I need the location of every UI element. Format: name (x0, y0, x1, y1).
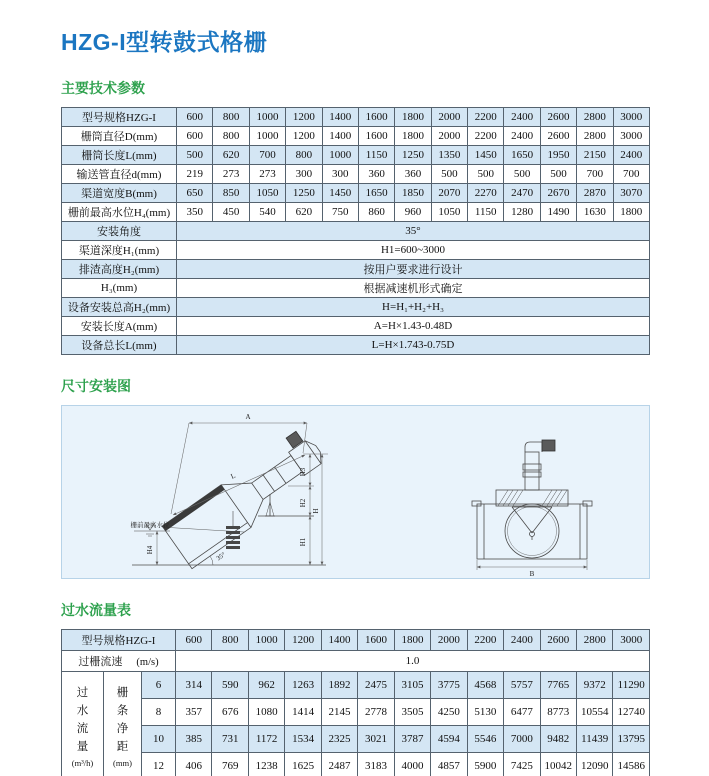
params-span-row (62, 222, 650, 241)
params-model-cell: 600 (177, 108, 213, 127)
flow-value-cell: 12740 (613, 699, 650, 726)
params-header-label: 型号规格HZG-I (62, 108, 177, 127)
params-value-cell: 1490 (540, 203, 576, 222)
flow-value-cell: 2475 (358, 672, 394, 699)
params-table (61, 107, 650, 355)
params-value-cell: 960 (395, 203, 431, 222)
params-value-cell: 1150 (358, 146, 394, 165)
params-row-label: 栅筒直径D(mm) (62, 127, 177, 146)
flow-value-cell: 4250 (431, 699, 467, 726)
flow-value-cell: 4857 (431, 753, 467, 776)
flow-model-cell: 600 (176, 630, 212, 651)
flow-model-cell: 3000 (613, 630, 650, 651)
params-value-cell: 1050 (431, 203, 467, 222)
params-value-cell: 500 (540, 165, 576, 184)
params-span-row (62, 279, 650, 298)
flow-value-cell: 2325 (321, 726, 357, 753)
flow-value-cell: 1172 (248, 726, 284, 753)
params-value-cell: 1600 (358, 127, 394, 146)
flow-model-cell: 2200 (467, 630, 503, 651)
params-value-cell: 1200 (286, 127, 322, 146)
dim-label-L: L (229, 471, 237, 481)
flow-value-cell: 2778 (358, 699, 394, 726)
params-value-cell: 1400 (322, 127, 358, 146)
params-value-cell: 540 (249, 203, 285, 222)
flow-value-cell: 3021 (358, 726, 394, 753)
params-value-cell: 620 (213, 146, 249, 165)
flow-row (62, 672, 650, 699)
flow-value-cell: 14586 (613, 753, 650, 776)
flow-value-cell: 962 (248, 672, 284, 699)
bar-gap-unit: (mm) (113, 757, 132, 768)
flow-value-cell: 13795 (613, 726, 650, 753)
params-span-value: 35° (177, 222, 650, 241)
flow-value-cell: 7000 (504, 726, 540, 753)
params-value-cell: 2600 (540, 127, 576, 146)
water-level-label: 栅前最高水位 (130, 522, 170, 529)
params-row-label: 安装长度A(mm) (62, 317, 177, 336)
params-value-cell: 1000 (249, 127, 285, 146)
gap-value-cell: 12 (142, 753, 176, 776)
gap-value-cell: 6 (142, 672, 176, 699)
params-value-cell: 860 (358, 203, 394, 222)
params-value-cell: 360 (395, 165, 431, 184)
flow-model-cell: 1800 (394, 630, 430, 651)
flow-value-cell: 3505 (394, 699, 430, 726)
section-title-diagram: 尺寸安装图 (61, 378, 131, 394)
params-row-label: 渠道深度H₁(mm) (62, 241, 177, 260)
dim-label-H3: H3 (299, 467, 307, 477)
params-value-cell: 2470 (504, 184, 540, 203)
params-model-cell: 2600 (540, 108, 576, 127)
flow-value-cell: 10042 (540, 753, 576, 776)
params-value-cell: 1950 (540, 146, 576, 165)
flow-row (62, 753, 650, 776)
params-value-cell: 360 (358, 165, 394, 184)
params-value-cell: 600 (177, 127, 213, 146)
params-value-cell: 1450 (322, 184, 358, 203)
params-value-cell: 700 (577, 165, 613, 184)
flow-value-cell: 7765 (540, 672, 576, 699)
params-value-cell: 450 (213, 203, 249, 222)
params-value-cell: 1800 (395, 127, 431, 146)
params-span-value: 按用户要求进行设计 (177, 260, 650, 279)
params-span-row (62, 298, 650, 317)
params-value-cell: 1280 (504, 203, 540, 222)
params-value-cell: 1150 (468, 203, 504, 222)
params-row (62, 184, 650, 203)
front-view-drawing (472, 440, 592, 559)
params-value-cell: 3070 (613, 184, 650, 203)
params-value-cell: 2400 (613, 146, 650, 165)
params-value-cell: 300 (286, 165, 322, 184)
flow-value-cell: 8773 (540, 699, 576, 726)
params-span-row (62, 241, 650, 260)
params-value-cell: 273 (213, 165, 249, 184)
params-value-cell: 1250 (286, 184, 322, 203)
params-value-cell: 219 (177, 165, 213, 184)
section-title-flow: 过水流量表 (61, 602, 131, 618)
params-model-cell: 1000 (249, 108, 285, 127)
params-span-value: H=H₁+H₂+H₃ (177, 298, 650, 317)
bar-gap-label: 栅条净距 (116, 687, 129, 753)
params-value-cell: 800 (213, 127, 249, 146)
params-model-cell: 1600 (358, 108, 394, 127)
params-row-label: 排渣高度H₂(mm) (62, 260, 177, 279)
params-model-cell: 2000 (431, 108, 467, 127)
params-value-cell: 2270 (468, 184, 504, 203)
dim-label-A: A (245, 413, 251, 421)
params-value-cell: 1250 (395, 146, 431, 165)
params-row-label: 栅筒长度L(mm) (62, 146, 177, 165)
flow-value-cell: 4568 (467, 672, 503, 699)
flow-row (62, 726, 650, 753)
params-value-cell: 1850 (395, 184, 431, 203)
flow-value-cell: 3787 (394, 726, 430, 753)
flow-value-cell: 5757 (504, 672, 540, 699)
flow-value-cell: 9482 (540, 726, 576, 753)
params-value-cell: 2150 (577, 146, 613, 165)
params-row (62, 203, 650, 222)
params-row-label: 设备总长L(mm) (62, 336, 177, 355)
flow-value-cell: 9372 (577, 672, 613, 699)
params-model-cell: 2400 (504, 108, 540, 127)
params-value-cell: 2800 (577, 127, 613, 146)
params-value-cell: 1000 (322, 146, 358, 165)
params-value-cell: 2070 (431, 184, 467, 203)
flow-value-cell: 11439 (577, 726, 613, 753)
params-value-cell: 350 (177, 203, 213, 222)
flow-value-cell: 1238 (248, 753, 284, 776)
flow-value-cell: 406 (176, 753, 212, 776)
side-view-drawing (132, 427, 333, 569)
flow-value-cell: 5130 (467, 699, 503, 726)
params-row (62, 146, 650, 165)
params-model-cell: 1200 (286, 108, 322, 127)
params-span-value: A=H×1.43-0.48D (177, 317, 650, 336)
flow-model-cell: 2800 (577, 630, 613, 651)
params-row-label: 栅前最高水位H₄(mm) (62, 203, 177, 222)
flow-value-cell: 10554 (577, 699, 613, 726)
section-title-params: 主要技术参数 (61, 80, 145, 96)
flow-quantity-label: 过水流量 (76, 687, 89, 753)
params-value-cell: 1350 (431, 146, 467, 165)
params-value-cell: 500 (504, 165, 540, 184)
flow-header-row (62, 630, 650, 651)
params-row-label: 安装角度 (62, 222, 177, 241)
params-model-cell: 1800 (395, 108, 431, 127)
flow-value-cell: 385 (176, 726, 212, 753)
dim-label-H1: H1 (299, 537, 307, 547)
flow-model-cell: 1600 (358, 630, 394, 651)
params-span-row (62, 336, 650, 355)
flow-value-cell: 1414 (285, 699, 321, 726)
params-value-cell: 1650 (358, 184, 394, 203)
flow-quantity-label-cell (62, 672, 104, 776)
flow-value-cell: 2487 (321, 753, 357, 776)
params-value-cell: 800 (286, 146, 322, 165)
flow-value-cell: 6477 (504, 699, 540, 726)
params-value-cell: 273 (249, 165, 285, 184)
params-span-value: H1=600~3000 (177, 241, 650, 260)
params-header-row (62, 108, 650, 127)
params-span-value: L=H×1.743-0.75D (177, 336, 650, 355)
dimension-labels (131, 413, 535, 578)
installation-diagram-panel (61, 405, 650, 579)
params-row-label: 渠道宽度B(mm) (62, 184, 177, 203)
flow-value-cell: 2145 (321, 699, 357, 726)
params-value-cell: 700 (613, 165, 650, 184)
flow-model-cell: 2000 (431, 630, 467, 651)
flow-value-cell: 1080 (248, 699, 284, 726)
flow-value-cell: 1263 (285, 672, 321, 699)
params-span-row (62, 317, 650, 336)
velocity-label: 过栅流速 (78, 656, 123, 668)
flow-velocity-label-cell (62, 651, 176, 672)
flow-value-cell: 12090 (577, 753, 613, 776)
flow-model-cell: 1400 (321, 630, 357, 651)
params-value-cell: 500 (177, 146, 213, 165)
dim-label-B: B (529, 570, 535, 578)
flow-model-cell: 2400 (504, 630, 540, 651)
flow-velocity-value: 1.0 (176, 651, 650, 672)
flow-value-cell: 731 (212, 726, 248, 753)
flow-value-cell: 590 (212, 672, 248, 699)
flow-value-cell: 4000 (394, 753, 430, 776)
gap-value-cell: 10 (142, 726, 176, 753)
flow-value-cell: 676 (212, 699, 248, 726)
dim-label-H: H (312, 508, 320, 514)
params-value-cell: 1050 (249, 184, 285, 203)
flow-value-cell: 5546 (467, 726, 503, 753)
flow-value-cell: 314 (176, 672, 212, 699)
dim-label-H2: H2 (299, 498, 307, 508)
params-value-cell: 700 (249, 146, 285, 165)
params-value-cell: 2200 (468, 127, 504, 146)
flow-value-cell: 7425 (504, 753, 540, 776)
params-model-cell: 800 (213, 108, 249, 127)
bar-gap-label-cell (104, 672, 142, 776)
flow-value-cell: 1625 (285, 753, 321, 776)
params-value-cell: 2870 (577, 184, 613, 203)
params-value-cell: 2000 (431, 127, 467, 146)
flow-value-cell: 3183 (358, 753, 394, 776)
dim-label-H4: H4 (146, 545, 154, 555)
flow-value-cell: 11290 (613, 672, 650, 699)
flow-velocity-row (62, 651, 650, 672)
flow-value-cell: 357 (176, 699, 212, 726)
page-content (61, 0, 650, 776)
params-value-cell: 850 (213, 184, 249, 203)
flow-value-cell: 1892 (321, 672, 357, 699)
params-model-cell: 2200 (468, 108, 504, 127)
flow-value-cell: 3105 (394, 672, 430, 699)
params-value-cell: 750 (322, 203, 358, 222)
params-row-label: 设备安装总高H₂(mm) (62, 298, 177, 317)
params-row-label: H₃(mm) (62, 279, 177, 298)
params-model-cell: 3000 (613, 108, 650, 127)
params-value-cell: 2400 (504, 127, 540, 146)
flow-model-cell: 1000 (248, 630, 284, 651)
params-value-cell: 3000 (613, 127, 650, 146)
flow-row (62, 699, 650, 726)
flow-model-cell: 2600 (540, 630, 576, 651)
params-value-cell: 500 (431, 165, 467, 184)
flow-value-cell: 5900 (467, 753, 503, 776)
flow-value-cell: 1534 (285, 726, 321, 753)
params-value-cell: 1650 (504, 146, 540, 165)
gap-value-cell: 8 (142, 699, 176, 726)
params-row (62, 165, 650, 184)
params-value-cell: 2670 (540, 184, 576, 203)
params-value-cell: 1450 (468, 146, 504, 165)
params-value-cell: 300 (322, 165, 358, 184)
params-value-cell: 620 (286, 203, 322, 222)
params-row (62, 127, 650, 146)
page-title: HZG-I型转鼓式格栅 (61, 29, 268, 55)
flow-model-cell: 1200 (285, 630, 321, 651)
dimension-diagram (62, 406, 649, 578)
flow-value-cell: 769 (212, 753, 248, 776)
params-model-cell: 1400 (322, 108, 358, 127)
params-value-cell: 1630 (577, 203, 613, 222)
flow-table (61, 629, 650, 776)
params-value-cell: 650 (177, 184, 213, 203)
params-span-value: 根据减速机形式确定 (177, 279, 650, 298)
flow-value-cell: 4594 (431, 726, 467, 753)
params-row-label: 输送管直径d(mm) (62, 165, 177, 184)
flow-quantity-unit: (m³/h) (71, 757, 94, 768)
dim-label-angle: 35° (215, 551, 227, 563)
params-value-cell: 1800 (613, 203, 650, 222)
velocity-unit: (m/s) (136, 657, 159, 668)
flow-value-cell: 3775 (431, 672, 467, 699)
flow-header-label: 型号规格HZG-I (62, 630, 176, 651)
params-model-cell: 2800 (577, 108, 613, 127)
params-span-row (62, 260, 650, 279)
params-value-cell: 500 (468, 165, 504, 184)
flow-model-cell: 800 (212, 630, 248, 651)
